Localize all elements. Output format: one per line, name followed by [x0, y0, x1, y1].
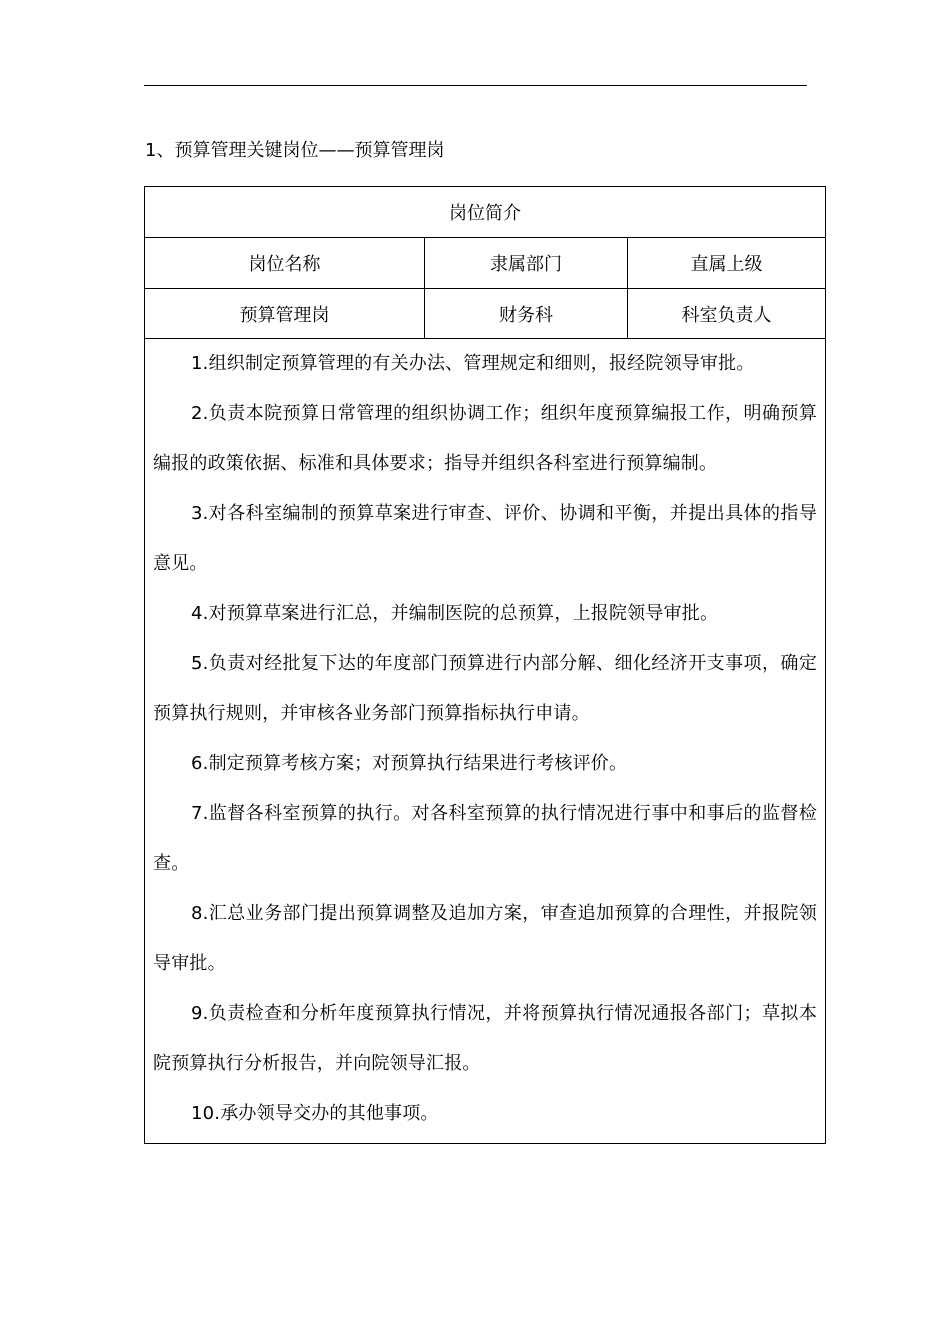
duty-item: 10.承办领导交办的其他事项。 [191, 1103, 439, 1124]
duties-row [145, 339, 826, 1144]
duty-item: 2.负责本院预算日常管理的组织协调工作；组织年度预算编报工作，明确预算编报的政策依据、标准和具体要求；指导并组织各科室进行预算编制。 [153, 403, 818, 474]
duty-item: 7.监督各科室预算的执行。对各科室预算的执行情况进行事中和事后的监督检查。 [153, 803, 818, 874]
duties-cell [145, 339, 826, 1144]
duty-item: 1.组织制定预算管理的有关办法、管理规定和细则，报经院领导审批。 [191, 353, 755, 374]
column-label-row [145, 238, 826, 289]
duty-item: 8.汇总业务部门提出预算调整及追加方案，审查追加预算的合理性，并报院领导审批。 [153, 903, 818, 974]
section-title: 1、预算管理关键岗位——预算管理岗 [145, 140, 445, 161]
job-description-table [144, 186, 826, 1144]
value-supervisor: 科室负责人 [628, 289, 826, 339]
value-department: 财务科 [425, 289, 628, 339]
value-position-name: 预算管理岗 [145, 289, 425, 339]
duty-item: 3.对各科室编制的预算草案进行审查、评价、协调和平衡，并提出具体的指导意见。 [153, 503, 818, 574]
duty-item: 9.负责检查和分析年度预算执行情况，并将预算执行情况通报各部门；草拟本院预算执行分析报告，并向院领导汇报。 [153, 1003, 818, 1074]
table-header-row [145, 187, 826, 238]
label-position-name: 岗位名称 [145, 238, 425, 289]
header-rule [144, 85, 807, 86]
table-header: 岗位简介 [145, 187, 826, 238]
label-supervisor: 直属上级 [628, 238, 826, 289]
duty-item: 4.对预算草案进行汇总，并编制医院的总预算，上报院领导审批。 [191, 603, 719, 624]
duty-item: 6.制定预算考核方案；对预算执行结果进行考核评价。 [191, 753, 628, 774]
label-department: 隶属部门 [425, 238, 628, 289]
duty-item: 5.负责对经批复下达的年度部门预算进行内部分解、细化经济开支事项，确定预算执行规则，并审核各业务部门预算指标执行申请。 [153, 653, 818, 724]
column-value-row [145, 289, 826, 339]
